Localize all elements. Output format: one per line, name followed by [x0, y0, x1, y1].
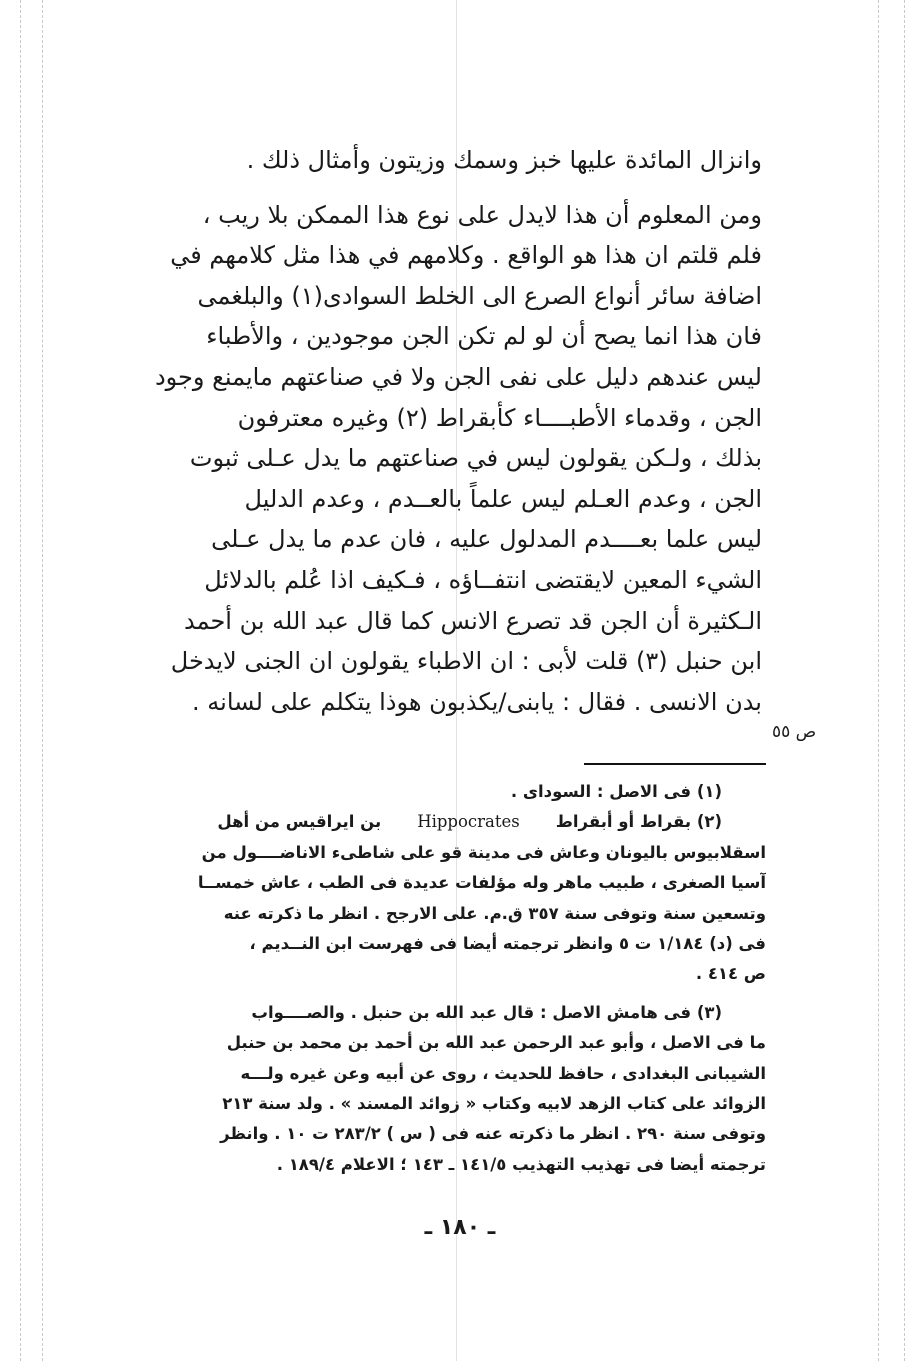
scan-guide-line	[904, 0, 905, 1361]
main-text	[120, 140, 762, 722]
text-line: ليس علما بعــــدم المدلول عليه ، فان عدم ما يدل عـلى	[211, 525, 762, 554]
scan-guide-line	[42, 0, 43, 1361]
text-line: الجن ، وقدماء الأطبــــاء كأبقراط (٢) وغيره معترفون	[237, 403, 762, 432]
text-line: الـكثيرة أن الجن قد تصرع الانس كما قال عبد الله بن أحمد	[184, 606, 762, 635]
footnote-3-first-line: (٣) فى هامش الاصل : قال عبد الله بن حنبل . والصــــواب	[251, 1002, 722, 1022]
text-line: بذلك ، ولـكن يقولون ليس في صناعتهم ما يدل عـلى ثبوت	[189, 444, 762, 473]
text-line: فلم قلتم ان هذا هو الواقع . وكلامهم في هذا مثل كلامهم في	[170, 241, 762, 270]
text-line: وانزال المائدة عليها خبز وسمك وزيتون وأمثال ذلك .	[246, 146, 762, 174]
margin-page-reference: ص ٥٥	[772, 722, 817, 742]
text-line: ومن المعلوم أن هذا لايدل على نوع هذا الممكن بلا ريب ،	[202, 200, 762, 229]
footnotes	[126, 777, 766, 1180]
footnote-2-tail: بن ايراقيس من أهل	[217, 812, 382, 832]
footnote-1: (١) فى الاصل : السوداى .	[510, 782, 722, 801]
footnote-3-line: ترجمته أيضا فى تهذيب التهذيب ١٤١/٥ ـ ١٤٣ ؛ الاعلام ١٨٩/٤ .	[276, 1154, 766, 1174]
text-line: الشيء المعين لايقتضى انتفــاؤه ، فـكيف اذا عُلم بالدلائل	[204, 565, 762, 594]
page-number: ـ ١٨٠ ـ	[424, 1215, 496, 1240]
text-line: ليس عندهم دليل على نفى الجن ولا في صناعتهم مايمنع وجود	[154, 362, 762, 391]
footnote-3-line: وتوفى سنة ٢٩٠ . انظر ما ذكرته عنه فى ( س ) ٢٨٣/٢ ت ١٠ . وانظر	[220, 1124, 766, 1144]
footnote-2-first-line	[126, 807, 766, 837]
text-line: بدن الانسى . فقال : يابنى/يكذبون هوذا يتكلم على لسانه .	[192, 687, 762, 716]
text-line: ابن حنبل (٣) قلت لأبى : ان الاطباء يقولون ان الجنى لايدخل	[170, 647, 762, 676]
footnote-2-lead: (٢) بقراط أو أبقراط	[555, 812, 722, 832]
text-line: الجن ، وعدم العـلم ليس علماً بالعــدم ، وعدم الدليل	[244, 484, 762, 513]
footnote-divider	[584, 763, 766, 765]
footnote-3-line: ما فى الاصل ، وأبو عبد الرحمن عبد الله بن أحمد بن محمد بن حنبل	[226, 1033, 766, 1053]
scan-guide-line	[878, 0, 879, 1361]
footnote-2-line: وتسعين سنة وتوفى سنة ٣٥٧ ق.م. على الارجح . انظر ما ذكرته عنه	[223, 903, 766, 923]
footnote-2-line: اسقلابيوس باليونان وعاش فى مدينة قو على شاطىء الاناضــــول من	[201, 842, 766, 862]
text-line: فان هذا انما يصح أن لو لم تكن الجن موجودين ، والأطباء	[206, 322, 762, 351]
footnote-2-line: فى (د) ١/١٨٤ ت ٥ وانظر ترجمته أيضا فى فهرست ابن النــديم ،	[249, 933, 766, 953]
text-line: اضافة سائر أنواع الصرع الى الخلط السوادى(١) والبلغمى	[197, 281, 762, 310]
footnote-3-line: الزوائد على كتاب الزهد لابيه وكتاب « زوائد المسند » . ولد سنة ٢١٣	[222, 1093, 766, 1113]
scan-guide-line	[20, 0, 21, 1361]
footnote-2-line: ص ٤١٤ .	[695, 964, 766, 984]
footnote-2-latin-name: Hippocrates	[417, 812, 520, 832]
footnote-2-line: آسيا الصغرى ، طبيب ماهر وله مؤلفات عديدة فى الطب ، عاش خمســا	[197, 873, 766, 893]
footnote-3-line: الشيبانى البغدادى ، حافظ للحديث ، روى عن أبيه وعن غيره ولـــه	[240, 1063, 766, 1083]
